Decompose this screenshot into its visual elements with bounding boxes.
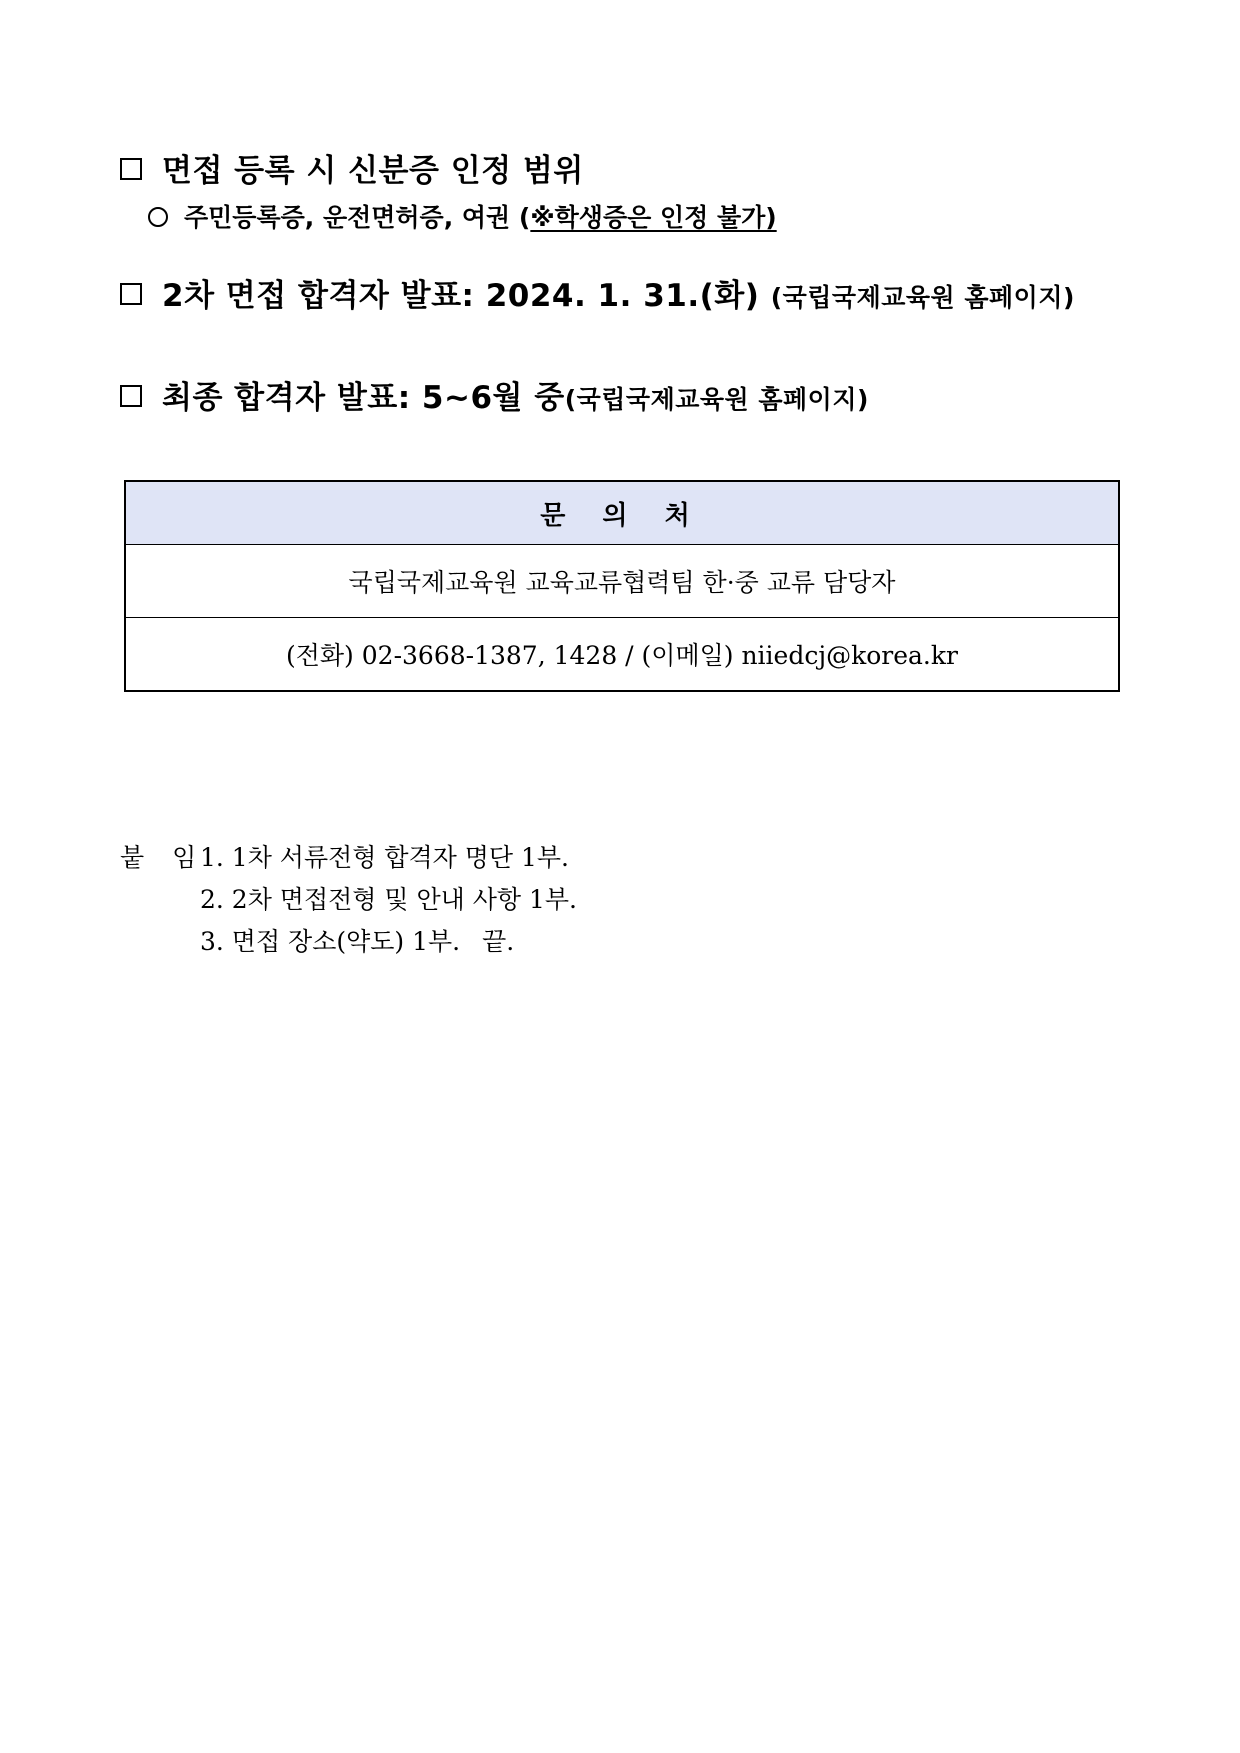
section-final-result [120, 372, 869, 417]
attachment-line-1 [120, 838, 569, 874]
id-exclusion-note: ※학생증은 인정 불가) [530, 203, 777, 232]
contact-department: 국립국제교육원 교육교류협력팀 한·중 교류 담당자 [125, 545, 1119, 618]
section-title: 최종 합격자 발표: 5~6월 중 [162, 380, 565, 416]
circle-bullet-icon [148, 207, 168, 227]
section-note: (국립국제교육원 홈페이지) [564, 385, 869, 414]
attachment-item: 2. 2차 면접전형 및 안내 사항 1부. [200, 885, 577, 914]
section-interview-id [120, 145, 584, 190]
attachment-line-3 [120, 922, 514, 958]
attachment-item: 1. 1차 서류전형 합격자 명단 1부. [200, 843, 569, 872]
contact-header: 문 의 처 [125, 481, 1119, 545]
end-mark: 끝. [482, 927, 515, 956]
attachment-label: 붙 임 [120, 843, 207, 872]
section-title: 2차 면접 합격자 발표: 2024. 1. 31.(화) [162, 278, 760, 314]
contact-phone-email: (전화) 02-3668-1387, 1428 / (이메일) niiedcj@korea.kr [125, 618, 1119, 692]
section-note: (국립국제교육원 홈페이지) [770, 283, 1075, 312]
id-types: 주민등록증, 운전면허증, 여권 ( [184, 203, 531, 232]
section-interview-id-detail [148, 198, 777, 234]
attachment-item: 3. 면접 장소(약도) 1부. [200, 927, 461, 956]
contact-table [124, 480, 1120, 692]
section-second-result [120, 270, 1075, 315]
square-bullet-icon [120, 283, 142, 305]
square-bullet-icon [120, 158, 142, 180]
square-bullet-icon [120, 385, 142, 407]
attachment-line-2 [120, 880, 577, 916]
section-title: 면접 등록 시 신분증 인정 범위 [162, 153, 584, 189]
